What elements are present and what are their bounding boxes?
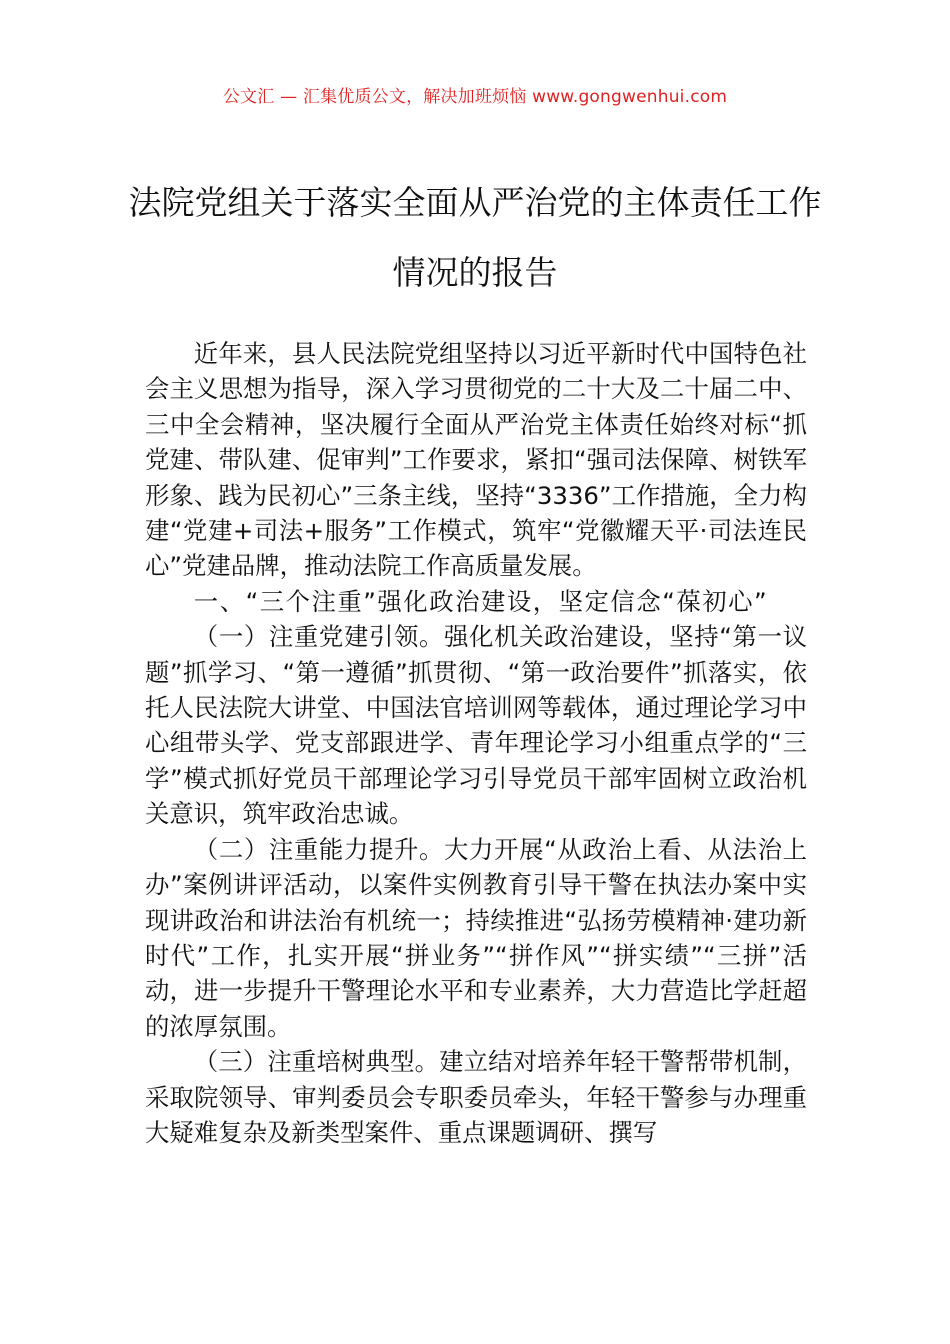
- document-body: [145, 336, 807, 1150]
- section-heading-1: 一、“三个注重”强化政治建设，坚定信念“葆初心”: [193, 586, 769, 616]
- header-banner: 公文汇 — 汇集优质公文，解决加班烦恼 www.gongwenhui.com: [222, 87, 728, 107]
- paragraph-intro: 近年来，县人民法院党组坚持以习近平新时代中国特色社会主义思想为指导，深入学习贯彻党的二十大及二十届二中、三中全会精神，坚决履行全面从严治党主体责任始终对标“抓党建、带队建、促审判”工作要求，紧扣“强司法保障、树铁军形象、践为民初心”三条主线，坚持“3336”工作措施，全力构建“党建+司法+服务”工作模式，筑牢“党徽耀天平·司法连民心”党建品牌，推动法院工作高质量发展。: [145, 339, 807, 581]
- document-title: 法院党组关于落实全面从严治党的主体责任工作情况的报告: [128, 183, 822, 292]
- paragraph-item-1: （一）注重党建引领。强化机关政治建设，坚持“第一议题”抓学习、“第一遵循”抓贯彻、“第一政治要件”抓落实，依托人民法院大讲堂、中国法官培训网等载体，通过理论学习中心组带头学、党支部跟进学、青年理论学习小组重点学的“三学”模式抓好党员干部理论学习引导党员干部牢固树立政治机关意识，筑牢政治忠诚。: [145, 622, 807, 829]
- paragraph-item-3: （三）注重培树典型。建立结对培养年轻干警帮带机制，采取院领导、审判委员会专职委员牵头，年轻干警参与办理重大疑难复杂及新类型案件、重点课题调研、撰写: [145, 1047, 807, 1147]
- paragraph-item-2: （二）注重能力提升。大力开展“从政治上看、从法治上办”案例讲评活动，以案件实例教育引导干警在执法办案中实现讲政治和讲法治有机统一；持续推进“弘扬劳模精神·建功新时代”工作，扎实开展“拼业务”“拼作风”“拼实绩”“三拼”活动，进一步提升干警理论水平和专业素养，大力营造比学赶超的浓厚氛围。: [145, 834, 807, 1041]
